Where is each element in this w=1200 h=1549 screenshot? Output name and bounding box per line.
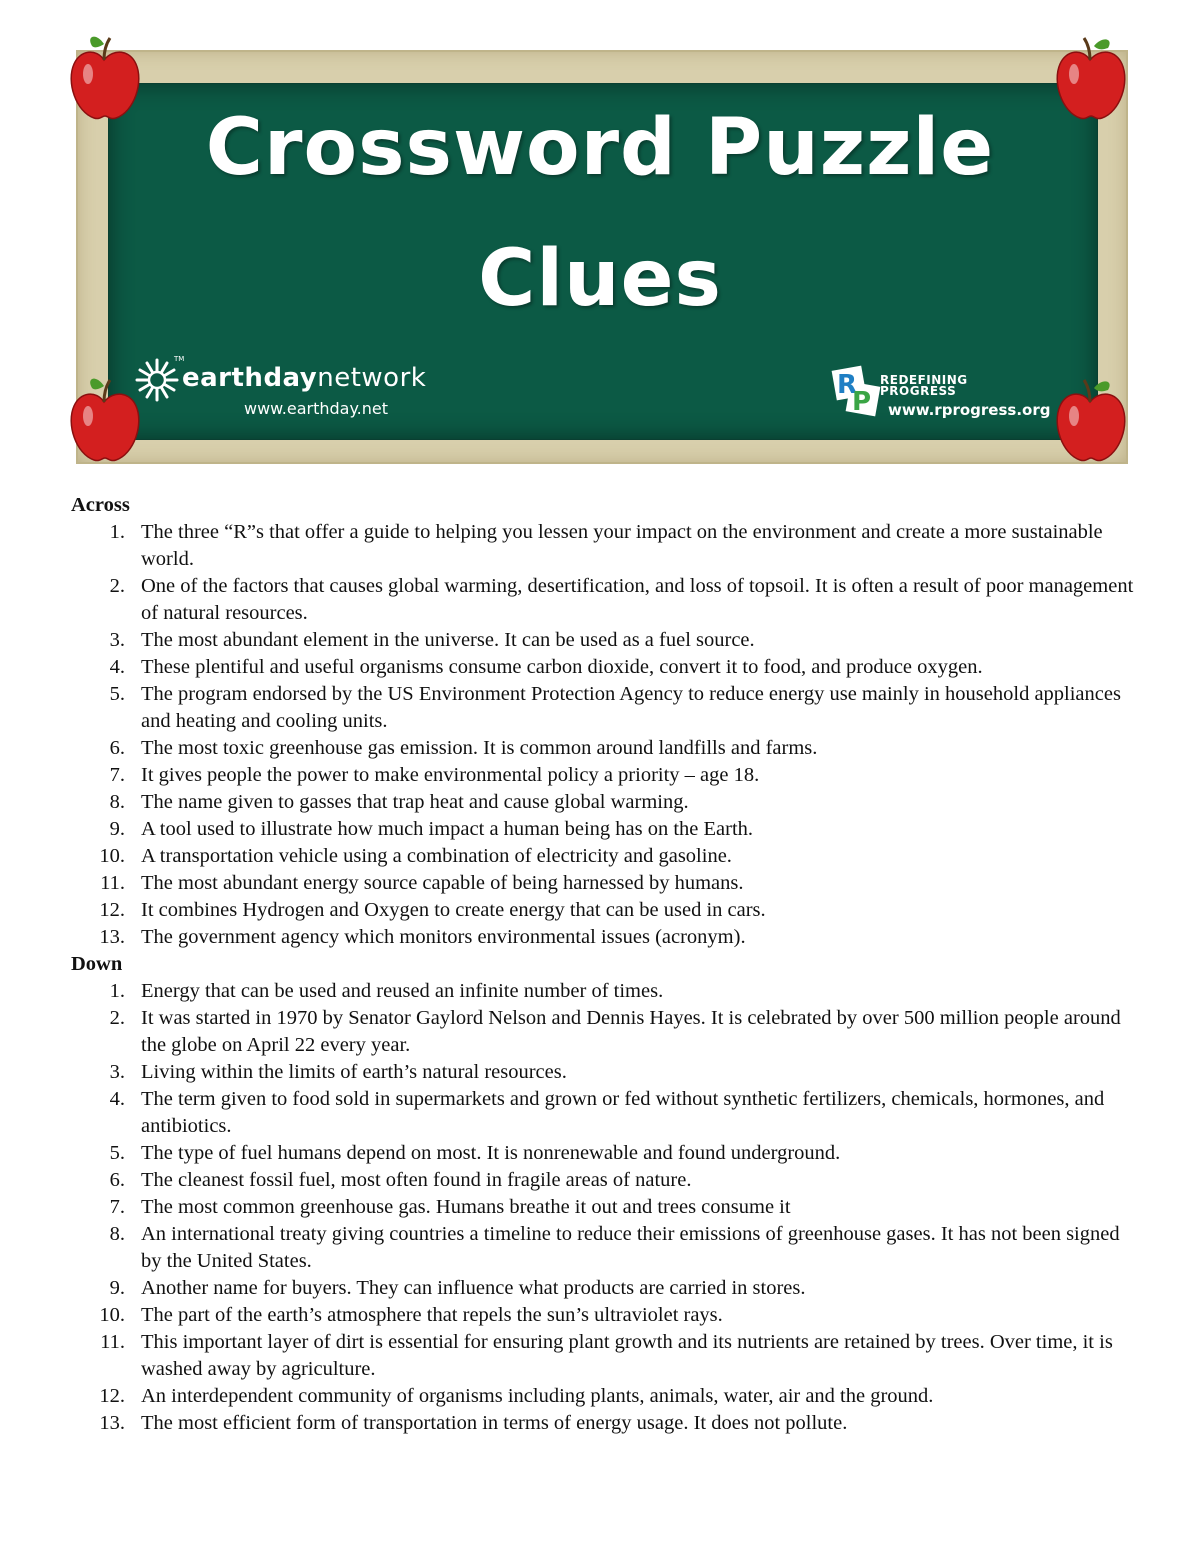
across-clue (71, 897, 1141, 924)
across-clue (71, 870, 1141, 897)
clue-number: 13. (99, 926, 125, 948)
across-clue (71, 789, 1141, 816)
clue-number: 10. (99, 845, 125, 867)
clue-number: 11. (100, 1331, 125, 1353)
across-clue (71, 843, 1141, 870)
clue-text: One of the factors that causes global warming, desertification, and loss of topsoil. It is often a result of poor management of natural resources. (141, 575, 1134, 624)
clue-number: 5. (109, 683, 125, 705)
clue-number: 5. (109, 1142, 125, 1164)
down-heading: Down (71, 953, 123, 975)
clue-number: 7. (109, 1196, 125, 1218)
clue-text: It was started in 1970 by Senator Gaylord Nelson and Dennis Hayes. It is celebrated by over 500 million people around the globe on April 22 every year. (141, 1007, 1121, 1056)
down-clue (71, 1302, 1141, 1329)
clue-text: The most abundant energy source capable of being harnessed by humans. (141, 872, 744, 894)
clue-text: The part of the earth’s atmosphere that repels the sun’s ultraviolet rays. (141, 1304, 723, 1326)
svg-text:P: P (852, 387, 872, 417)
clue-text: The program endorsed by the US Environment Protection Agency to reduce energy use mainly in household appliances and heating and cooling units. (141, 683, 1121, 732)
across-clue (71, 924, 1141, 951)
clue-text: It gives people the power to make environmental policy a priority – age 18. (141, 764, 760, 786)
logo-name-bold: earthday (182, 363, 318, 393)
down-clue (71, 1167, 1141, 1194)
across-clue (71, 681, 1141, 735)
clue-number: 10. (99, 1304, 125, 1326)
down-clue (71, 1059, 1141, 1086)
redefining-progress-logo (828, 360, 1058, 430)
clue-text: A transportation vehicle using a combination of electricity and gasoline. (141, 845, 732, 867)
clue-number: 4. (109, 1088, 125, 1110)
clue-number: 12. (99, 1385, 125, 1407)
clue-number: 6. (109, 1169, 125, 1191)
clue-lists (71, 492, 1141, 1437)
across-clue (71, 762, 1141, 789)
clue-text: The name given to gasses that trap heat and cause global warming. (141, 791, 689, 813)
clue-text: The most efficient form of transportation in terms of energy usage. It does not pollute. (141, 1412, 848, 1434)
earthday-network-logo (134, 355, 427, 435)
across-clue (71, 654, 1141, 681)
apple-icon-bottom-right (1052, 376, 1130, 466)
down-clue-list (71, 978, 1141, 1437)
clue-text: The government agency which monitors environmental issues (acronym). (141, 926, 746, 948)
clue-text: An international treaty giving countries a timeline to reduce their emissions of greenhouse gases. It has not been signed by the United States. (141, 1223, 1120, 1272)
clue-text: The type of fuel humans depend on most. It is nonrenewable and found underground. (141, 1142, 841, 1164)
clue-number: 11. (100, 872, 125, 894)
clue-text: It combines Hydrogen and Oxygen to create energy that can be used in cars. (141, 899, 766, 921)
down-clue (71, 1329, 1141, 1383)
down-clue (71, 1221, 1141, 1275)
clue-number: 2. (109, 575, 125, 597)
clue-text: The most toxic greenhouse gas emission. It is common around landfills and farms. (141, 737, 818, 759)
clue-number: 3. (109, 629, 125, 651)
earthday-network-name (182, 363, 426, 393)
down-clue (71, 978, 1141, 1005)
down-clue (71, 1275, 1141, 1302)
clue-number: 13. (99, 1412, 125, 1434)
clue-number: 4. (109, 656, 125, 678)
across-clue (71, 573, 1141, 627)
apple-icon-bottom-left (66, 376, 144, 466)
clue-number: 8. (109, 791, 125, 813)
clue-text: This important layer of dirt is essential for ensuring plant growth and its nutrients are retained by trees. Over time, it is washed away by agriculture. (141, 1331, 1113, 1380)
down-clue (71, 1194, 1141, 1221)
clue-number: 9. (109, 1277, 125, 1299)
clue-number: 3. (109, 1061, 125, 1083)
page-title-line2: Clues (478, 234, 722, 324)
clue-number: 2. (109, 1007, 125, 1029)
clue-text: These plentiful and useful organisms consume carbon dioxide, convert it to food, and produce oxygen. (141, 656, 983, 678)
earthday-url: www.earthday.net (244, 399, 389, 418)
clue-number: 1. (109, 521, 125, 543)
apple-icon-top-left (66, 34, 144, 124)
trademark-mark: TM (174, 355, 185, 363)
rprogress-url: www.rprogress.org (888, 401, 1051, 419)
redefining-progress-name: REDEFINING PROGRESS (880, 373, 968, 398)
across-clue-list (71, 519, 1141, 951)
clue-number: 12. (99, 899, 125, 921)
across-heading: Across (71, 494, 130, 516)
clue-text: The term given to food sold in supermarkets and grown or fed without synthetic fertilizers, chemicals, hormones, and antibiotics. (141, 1088, 1105, 1137)
logo-name-regular: network (317, 363, 427, 393)
clue-number: 8. (109, 1223, 125, 1245)
across-clue (71, 735, 1141, 762)
svg-text:R: R (837, 370, 858, 400)
clue-text: The most common greenhouse gas. Humans breathe it out and trees consume it (141, 1196, 791, 1218)
apple-icon-top-right (1052, 34, 1130, 124)
clue-text: Energy that can be used and reused an infinite number of times. (141, 980, 664, 1002)
clue-text: Living within the limits of earth’s natural resources. (141, 1061, 567, 1083)
rp-monogram-icon (828, 362, 884, 420)
down-clue (71, 1383, 1141, 1410)
clue-text: The three “R”s that offer a guide to helping you lessen your impact on the environment and create a more sustainable world. (141, 521, 1103, 570)
down-clue (71, 1140, 1141, 1167)
across-clue (71, 816, 1141, 843)
clue-text: The most abundant element in the universe. It can be used as a fuel source. (141, 629, 755, 651)
across-clue (71, 519, 1141, 573)
clue-text: A tool used to illustrate how much impact a human being has on the Earth. (141, 818, 754, 840)
across-clue (71, 627, 1141, 654)
clue-number: 6. (109, 737, 125, 759)
clue-text: Another name for buyers. They can influence what products are carried in stores. (141, 1277, 806, 1299)
clue-text: The cleanest fossil fuel, most often found in fragile areas of nature. (141, 1169, 692, 1191)
down-clue (71, 1410, 1141, 1437)
clue-text: An interdependent community of organisms including plants, animals, water, air and the ground. (141, 1385, 934, 1407)
down-clue (71, 1005, 1141, 1059)
clue-number: 1. (109, 980, 125, 1002)
down-clue (71, 1086, 1141, 1140)
clue-number: 9. (109, 818, 125, 840)
clue-number: 7. (109, 764, 125, 786)
page-title-line1: Crossword Puzzle (205, 103, 995, 193)
